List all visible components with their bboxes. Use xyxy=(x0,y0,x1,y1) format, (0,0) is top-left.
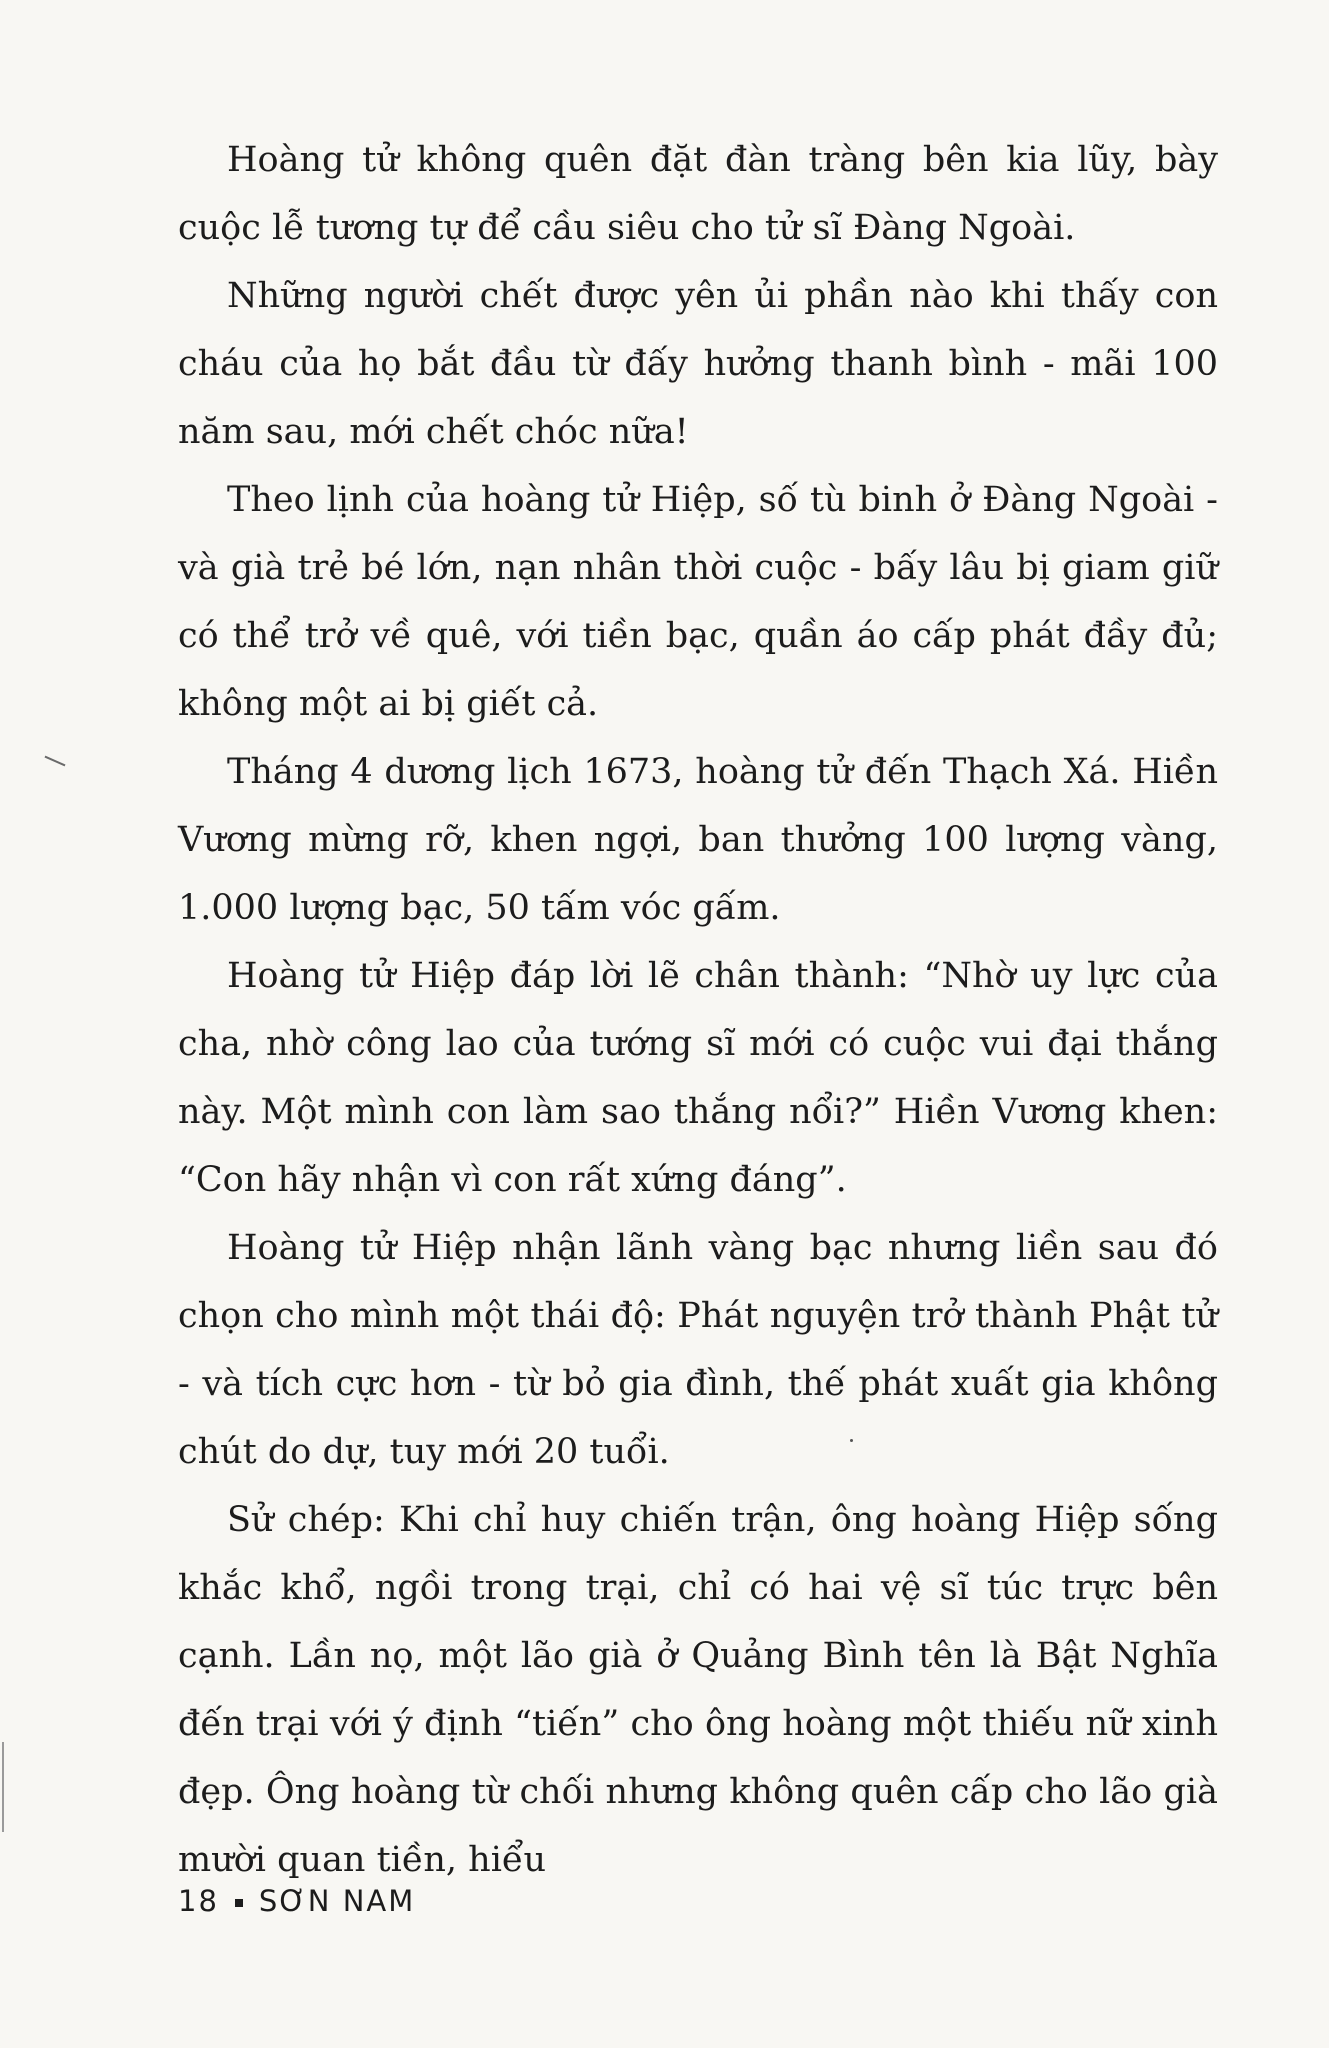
margin-mark xyxy=(45,756,66,767)
scan-speck xyxy=(850,1439,853,1442)
paragraph-2: Những người chết được yên ủi phần nào khi thấy con cháu của họ bắt đầu từ đấy hưởng thanh bình - mãi 100 năm sau, mới chết chóc nữa! xyxy=(178,276,1218,452)
body-text xyxy=(178,126,1218,1894)
paragraph-6: Hoàng tử Hiệp nhận lãnh vàng bạc nhưng liền sau đó chọn cho mình một thái độ: Phát nguyện trở thành Phật tử - và tích cực hơn - từ bỏ gia đình, thế phát xuất gia không chút do dự, tuy mới 20 tuổi. xyxy=(178,1228,1218,1472)
page-number: 18 xyxy=(178,1884,219,1918)
separator-dot xyxy=(235,1899,243,1907)
paragraph-7: Sử chép: Khi chỉ huy chiến trận, ông hoàng Hiệp sống khắc khổ, ngồi trong trại, chỉ có hai vệ sĩ túc trực bên cạnh. Lần nọ, một lão già ở Quảng Bình tên là Bật Nghĩa đến trại với ý định “tiến” cho ông hoàng một thiếu nữ xinh đẹp. Ông hoàng từ chối nhưng không quên cấp cho lão già mười quan tiền, hiểu xyxy=(178,1500,1218,1880)
paragraph-3: Theo lịnh của hoàng tử Hiệp, số tù binh ở Đàng Ngoài - và già trẻ bé lớn, nạn nhân thời cuộc - bấy lâu bị giam giữ có thể trở về quê, với tiền bạc, quần áo cấp phát đầy đủ; không một ai bị giết cả. xyxy=(178,480,1218,724)
scan-edge-line xyxy=(2,1742,4,1832)
page-footer xyxy=(178,1884,415,1918)
paragraph-5: Hoàng tử Hiệp đáp lời lẽ chân thành: “Nhờ uy lực của cha, nhờ công lao của tướng sĩ mới có cuộc vui đại thắng này. Một mình con làm sao thắng nổi?” Hiền Vương khen: “Con hãy nhận vì con rất xứng đáng”. xyxy=(178,956,1218,1200)
paragraph-1: Hoàng tử không quên đặt đàn tràng bên kia lũy, bày cuộc lễ tương tự để cầu siêu cho tử sĩ Đàng Ngoài. xyxy=(178,140,1218,248)
paragraph-4: Tháng 4 dương lịch 1673, hoàng tử đến Thạch Xá. Hiền Vương mừng rỡ, khen ngợi, ban thưởng 100 lượng vàng, 1.000 lượng bạc, 50 tấm vóc gấm. xyxy=(178,752,1218,928)
author-name: SƠN NAM xyxy=(258,1884,416,1918)
